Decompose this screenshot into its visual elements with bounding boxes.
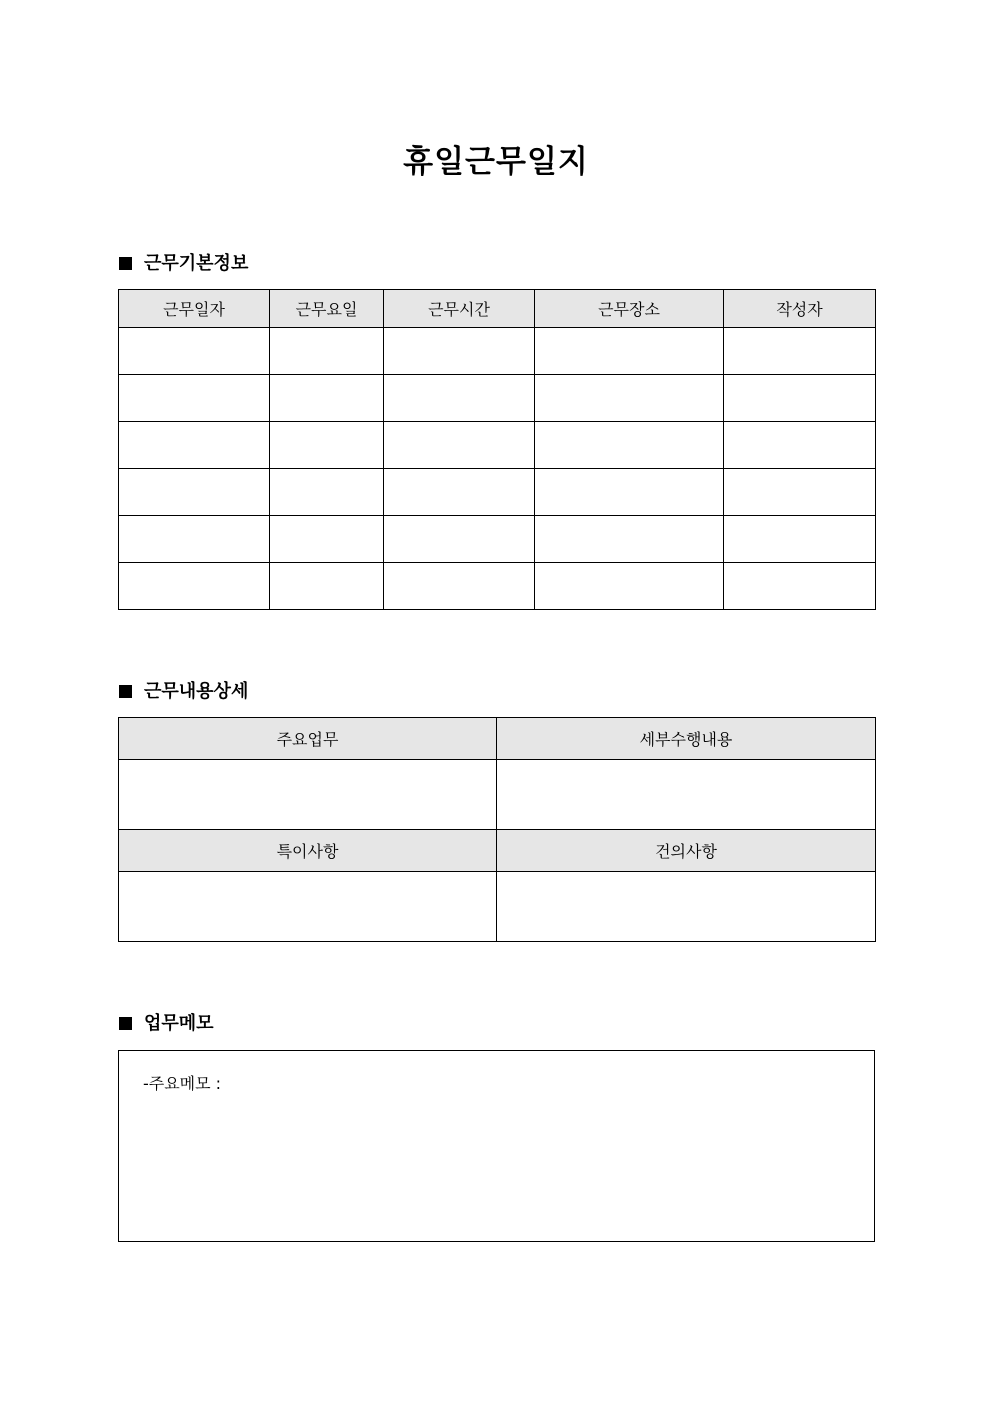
work-place-cell[interactable] — [535, 328, 724, 375]
square-bullet-icon — [119, 1017, 132, 1030]
work-place-cell[interactable] — [535, 516, 724, 563]
work-time-cell[interactable] — [384, 516, 535, 563]
work-date-cell[interactable] — [119, 375, 270, 422]
work-date-cell[interactable] — [119, 563, 270, 610]
work-date-cell[interactable] — [119, 469, 270, 516]
column-header-work-place: 근무장소 — [535, 290, 724, 328]
document-title: 휴일근무일지 — [403, 144, 589, 180]
special-notes-cell[interactable] — [119, 872, 497, 942]
table-row — [119, 328, 876, 375]
author-cell[interactable] — [724, 328, 876, 375]
author-cell[interactable] — [724, 422, 876, 469]
suggestions-cell[interactable] — [497, 872, 876, 942]
work-detail-table — [118, 717, 876, 942]
work-place-cell[interactable] — [535, 375, 724, 422]
section-heading-work-detail — [119, 680, 248, 704]
column-header-work-time: 근무시간 — [384, 290, 535, 328]
task-detail-header: 세부수행내용 — [497, 718, 876, 760]
memo-label — [143, 1071, 221, 1094]
memo-box[interactable] — [118, 1050, 875, 1242]
section-heading-basic-info — [119, 252, 248, 276]
main-task-cell[interactable] — [119, 760, 497, 830]
work-day-cell[interactable] — [270, 469, 384, 516]
work-place-cell[interactable] — [535, 563, 724, 610]
table-row — [119, 469, 876, 516]
work-date-cell[interactable] — [119, 328, 270, 375]
table-header-row — [119, 290, 876, 328]
work-time-cell[interactable] — [384, 563, 535, 610]
square-bullet-icon — [119, 685, 132, 698]
work-day-cell[interactable] — [270, 563, 384, 610]
work-date-cell[interactable] — [119, 422, 270, 469]
table-row — [119, 516, 876, 563]
column-header-work-day: 근무요일 — [270, 290, 384, 328]
section-heading-label: 근무내용상세 — [144, 681, 249, 702]
table-row — [119, 422, 876, 469]
author-cell[interactable] — [724, 469, 876, 516]
work-time-cell[interactable] — [384, 375, 535, 422]
work-day-cell[interactable] — [270, 328, 384, 375]
special-notes-header: 특이사항 — [119, 830, 497, 872]
basic-info-table — [118, 289, 876, 610]
section-heading-label: 근무기본정보 — [144, 253, 249, 274]
column-header-author: 작성자 — [724, 290, 876, 328]
table-row — [119, 375, 876, 422]
suggestions-header: 건의사항 — [497, 830, 876, 872]
work-day-cell[interactable] — [270, 375, 384, 422]
table-header-row — [119, 718, 876, 760]
table-row — [119, 872, 876, 942]
task-detail-cell[interactable] — [497, 760, 876, 830]
square-bullet-icon — [119, 257, 132, 270]
work-day-cell[interactable] — [270, 422, 384, 469]
table-row — [119, 760, 876, 830]
author-cell[interactable] — [724, 516, 876, 563]
section-heading-work-memo — [119, 1012, 214, 1036]
section-heading-label: 업무메모 — [144, 1013, 214, 1034]
author-cell[interactable] — [724, 563, 876, 610]
author-cell[interactable] — [724, 375, 876, 422]
column-header-work-date: 근무일자 — [119, 290, 270, 328]
work-time-cell[interactable] — [384, 422, 535, 469]
table-header-row — [119, 830, 876, 872]
main-task-header: 주요업무 — [119, 718, 497, 760]
table-row — [119, 563, 876, 610]
work-place-cell[interactable] — [535, 469, 724, 516]
work-time-cell[interactable] — [384, 469, 535, 516]
work-date-cell[interactable] — [119, 516, 270, 563]
work-place-cell[interactable] — [535, 422, 724, 469]
work-time-cell[interactable] — [384, 328, 535, 375]
work-day-cell[interactable] — [270, 516, 384, 563]
memo-label-text: -주요메모 : — [143, 1074, 222, 1093]
